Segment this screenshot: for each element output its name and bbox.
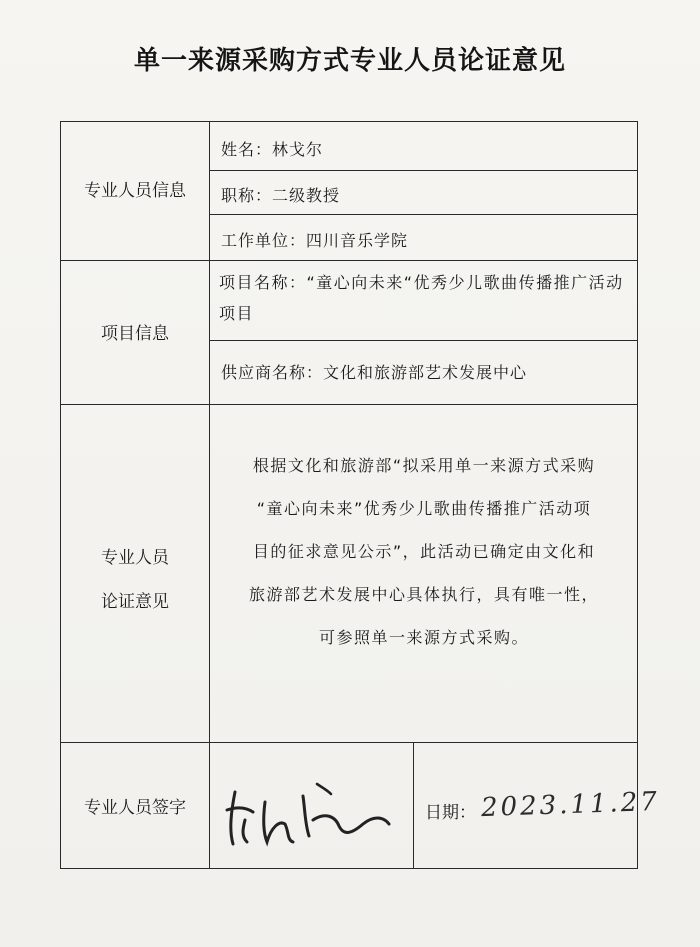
signature-divider [413,742,414,868]
handwritten-date: 2023.11.27 [480,786,661,824]
row-line [209,340,637,341]
handwritten-signature [213,762,409,858]
expert-title: 职称：二级教授 [221,186,341,205]
signature-divider [209,742,210,868]
opinion-line: “童心向未来”优秀少儿歌曲传播推广活动项 [256,499,592,518]
expert-info-label: 专业人员信息 [84,181,186,201]
opinion-line: 根据文化和旅游部“拟采用单一来源方式采购 [252,456,596,475]
signature-label: 专业人员签字 [84,798,186,818]
section-line [61,404,637,405]
project-info-label: 项目信息 [101,324,169,344]
date-label: 日期： [425,803,476,823]
opinion-line: 目的征求意见公示”，此活动已确定由文化和 [252,542,596,561]
document-title: 单一来源采购方式专业人员论证意见 [133,46,566,76]
opinion-line: 可参照单一来源方式采购。 [318,628,529,647]
form-table [60,121,661,869]
opinion-label-line1: 专业人员 [101,548,169,568]
opinion-label-line2: 论证意见 [101,592,169,612]
opinion-text [213,444,635,659]
expert-name: 姓名：林戈尔 [221,140,324,159]
supplier-name: 供应商名称：文化和旅游部艺术发展中心 [221,363,528,382]
opinion-line: 旅游部艺术发展中心具体执行，具有唯一性， [248,585,599,604]
project-name: 项目名称：“童心向未来“优秀少儿歌曲传播推广活动项目 [219,273,624,323]
section-line [61,260,637,261]
row-line [209,214,637,215]
row-line [209,170,637,171]
expert-workplace: 工作单位：四川音乐学院 [221,231,409,250]
section-line [61,742,637,743]
